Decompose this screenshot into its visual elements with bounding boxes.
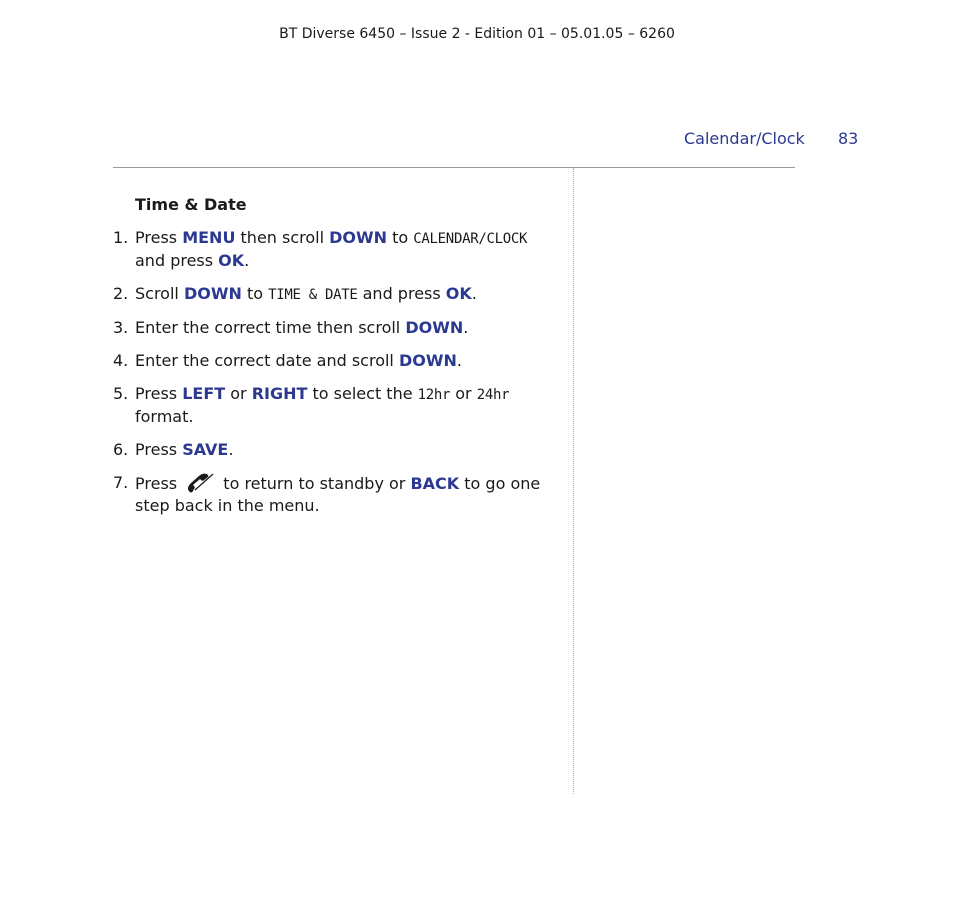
step-text: Press — [135, 474, 183, 493]
step-number: 5. — [113, 384, 129, 403]
step-text: . — [228, 440, 234, 459]
page-number: 83 — [838, 129, 859, 148]
step-4 — [113, 350, 558, 372]
column-divider — [573, 168, 574, 794]
key-ok: OK — [218, 251, 245, 270]
steps-list — [113, 227, 558, 517]
key-save: SAVE — [182, 440, 229, 459]
step-text: Press — [135, 228, 183, 247]
display-text-12hr: 12hr — [417, 387, 451, 403]
section-title: Calendar/Clock — [684, 129, 805, 148]
display-text-24hr: 24hr — [476, 387, 510, 403]
step-text: to — [387, 228, 414, 247]
step-1 — [113, 227, 558, 272]
step-number: 2. — [113, 284, 129, 303]
step-text: . — [463, 318, 469, 337]
step-text: Enter the correct time then scroll — [135, 318, 406, 337]
document-header: BT Diverse 6450 – Issue 2 - Edition 01 – 05.01.05 – 6260 — [279, 26, 675, 42]
step-text: . — [244, 251, 250, 270]
step-number: 7. — [113, 473, 129, 492]
key-down: DOWN — [183, 284, 242, 303]
step-text: . — [471, 284, 477, 303]
step-text: Scroll — [135, 284, 184, 303]
step-text: format. — [135, 407, 194, 426]
display-text-time-date: TIME & DATE — [268, 287, 358, 303]
instructions-heading: Time & Date — [135, 195, 247, 214]
step-text: Press — [135, 440, 183, 459]
step-text: Press — [135, 384, 183, 403]
step-text: or — [225, 384, 252, 403]
step-text: then scroll — [235, 228, 330, 247]
step-5 — [113, 383, 558, 428]
step-text: Enter the correct date and scroll — [135, 351, 399, 370]
step-number: 6. — [113, 440, 129, 459]
step-7 — [113, 472, 558, 517]
step-text: . — [456, 351, 462, 370]
step-3 — [113, 317, 558, 339]
header-rule — [113, 167, 795, 168]
step-number: 3. — [113, 318, 129, 337]
step-text: to — [241, 284, 269, 303]
key-left: LEFT — [182, 384, 226, 403]
key-down: DOWN — [329, 228, 388, 247]
key-down: DOWN — [398, 351, 457, 370]
step-text: to return to standby or — [218, 474, 411, 493]
step-text: to go one step back in the menu. — [135, 474, 541, 515]
key-back: BACK — [410, 474, 460, 493]
step-text: to select the — [307, 384, 418, 403]
key-ok: OK — [445, 284, 472, 303]
key-right: RIGHT — [251, 384, 308, 403]
step-6 — [113, 439, 558, 461]
step-text: or — [450, 384, 477, 403]
step-number: 4. — [113, 351, 129, 370]
display-text-calendar-clock: CALENDAR/CLOCK — [413, 231, 528, 247]
step-text: and press — [357, 284, 446, 303]
key-menu: MENU — [182, 228, 236, 247]
step-text: and press — [135, 251, 219, 270]
step-2 — [113, 283, 558, 306]
instructions — [113, 194, 558, 528]
key-down: DOWN — [405, 318, 464, 337]
end-call-handset-icon — [185, 472, 215, 494]
step-number: 1. — [113, 228, 129, 247]
